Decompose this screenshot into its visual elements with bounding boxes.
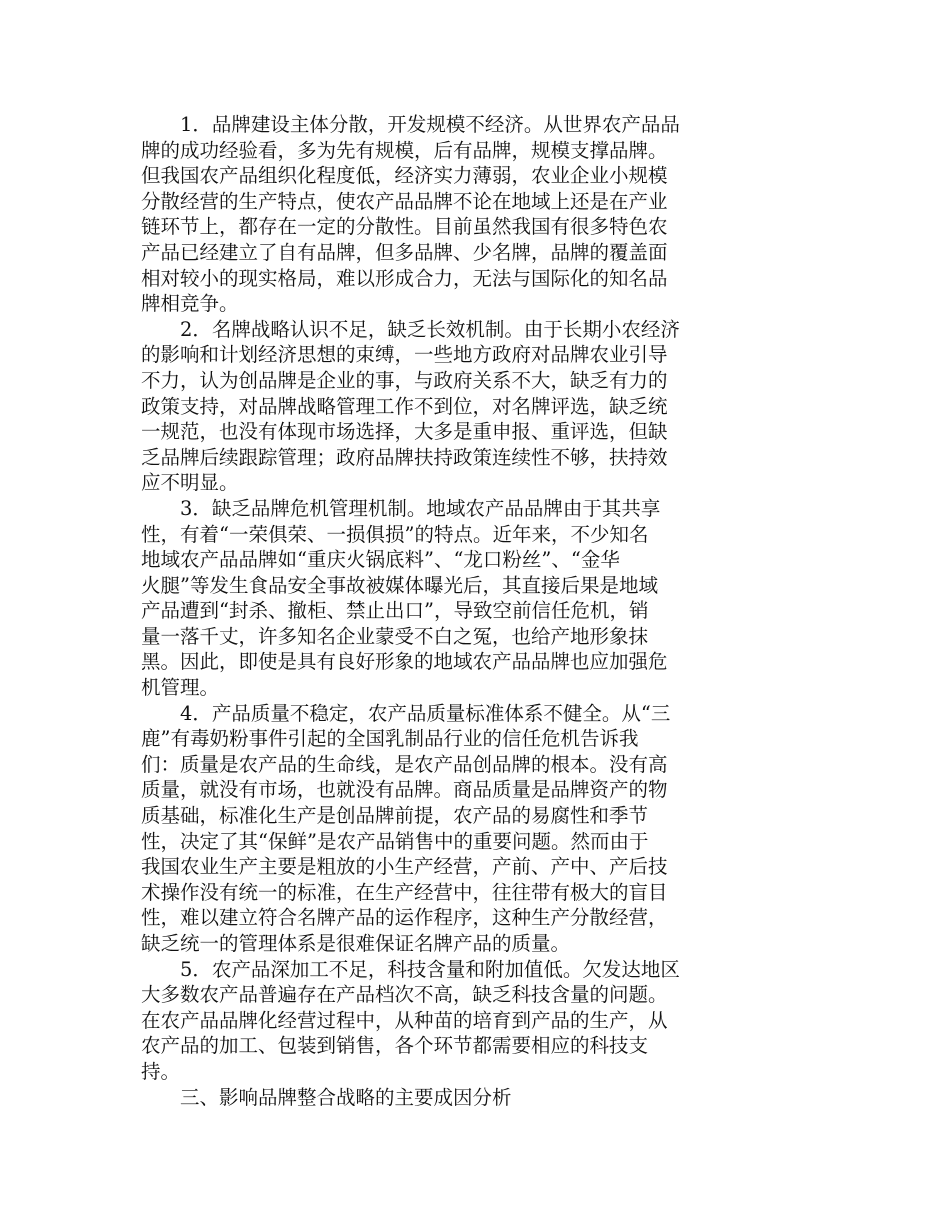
- text-line: 质量，就没有市场，也就没有品牌。商品质量是品牌资产的物: [141, 778, 668, 802]
- text-line: 持。: [141, 1059, 181, 1083]
- text-line: 4．产品质量不稳定，农产品质量标准体系不健全。从“三: [180, 701, 671, 725]
- text-line: 性，决定了其“保鲜”是农产品销售中的重要问题。然而由于: [141, 829, 649, 853]
- text-line: 术操作没有统一的标准，在生产经营中，往往带有极大的盲目: [141, 880, 668, 904]
- paragraph-4: [141, 701, 745, 957]
- text-line: 量一落千丈，许多知名企业蒙受不白之冤，也给产地形象抹: [141, 624, 649, 648]
- text-line: 我国农业生产主要是粗放的小生产经营，产前、产中、产后技: [141, 855, 668, 879]
- text-line: 的影响和计划经济思想的束缚，一些地方政府对品牌农业引导: [141, 343, 668, 367]
- text-line: 地域农产品品牌如“重庆火锅底料”、“龙口粉丝”、“金华: [141, 548, 620, 572]
- text-line: 们：质量是农产品的生命线，是农产品创品牌的根本。没有高: [141, 752, 668, 776]
- text-line: 缺乏统一的管理体系是很难保证名牌产品的质量。: [141, 932, 571, 955]
- text-line: 牌的成功经验看，多为先有规模，后有品牌，规模支撑品牌。: [141, 138, 668, 162]
- text-line: 机管理。: [141, 676, 220, 700]
- text-line: 2．名牌战略认识不足，缺乏长效机制。由于长期小农经济: [180, 317, 680, 341]
- paragraph-2: [141, 317, 745, 496]
- text-line: 鹿”有毒奶粉事件引起的全国乳制品行业的信任危机告诉我: [141, 727, 639, 751]
- text-line: 产品已经建立了自有品牌，但多品牌、少名牌，品牌的覆盖面: [141, 240, 668, 264]
- text-line: 不力，认为创品牌是企业的事，与政府关系不大，缺乏有力的: [141, 368, 668, 392]
- text-line: 5．农产品深加工不足，科技含量和附加值低。欠发达地区: [180, 957, 680, 981]
- document-body: [141, 112, 745, 1110]
- text-line: 性，有着“一荣俱荣、一损俱损”的特点。近年来，不少知名: [141, 522, 649, 546]
- text-line: 应不明显。: [141, 471, 239, 495]
- text-line: 质基础，标准化生产是创品牌前提，农产品的易腐性和季节: [141, 804, 649, 828]
- text-line: 3．缺乏品牌危机管理机制。地域农产品品牌由于其共享: [180, 496, 661, 520]
- text-line: 农产品的加工、包装到销售，各个环节都需要相应的科技支: [141, 1034, 649, 1058]
- text-line: 政策支持，对品牌战略管理工作不到位，对名牌评选，缺乏统: [141, 394, 668, 418]
- text-line: 但我国农产品组织化程度低，经济实力薄弱，农业企业小规模: [141, 164, 668, 188]
- section-heading: [141, 1085, 745, 1111]
- text-line: 三、影响品牌整合战略的主要成因分析: [180, 1085, 512, 1109]
- paragraph-5: [141, 957, 745, 1085]
- text-line: 火腿”等发生食品安全事故被媒体曝光后，其直接后果是地域: [141, 573, 658, 597]
- text-line: 分散经营的生产特点，使农产品品牌不论在地域上还是在产业: [141, 189, 668, 213]
- text-line: 一规范，也没有体现市场选择，大多是重申报、重评选，但缺: [141, 420, 668, 444]
- text-line: 产品遭到“封杀、撤柜、禁止出口”，导致空前信任危机，销: [141, 599, 649, 623]
- text-line: 性，难以建立符合名牌产品的运作程序，这种生产分散经营，: [141, 906, 668, 930]
- text-line: 乏品牌后续跟踪管理；政府品牌扶持政策连续性不够，扶持效: [141, 445, 668, 469]
- text-line: 1．品牌建设主体分散，开发规模不经济。从世界农产品品: [180, 113, 680, 136]
- paragraph-1: [141, 112, 745, 317]
- text-line: 相对较小的现实格局，难以形成合力，无法与国际化的知名品: [141, 266, 668, 290]
- text-line: 牌相竞争。: [141, 292, 239, 316]
- text-line: 大多数农产品普遍存在产品档次不高，缺乏科技含量的问题。: [141, 983, 668, 1007]
- text-line: 黑。因此，即使是具有良好形象的地域农产品品牌也应加强危: [141, 650, 668, 674]
- paragraph-3: [141, 496, 745, 701]
- text-line: 链环节上，都存在一定的分散性。目前虽然我国有很多特色农: [141, 215, 668, 239]
- text-line: 在农产品品牌化经营过程中，从种苗的培育到产品的生产，从: [141, 1008, 668, 1032]
